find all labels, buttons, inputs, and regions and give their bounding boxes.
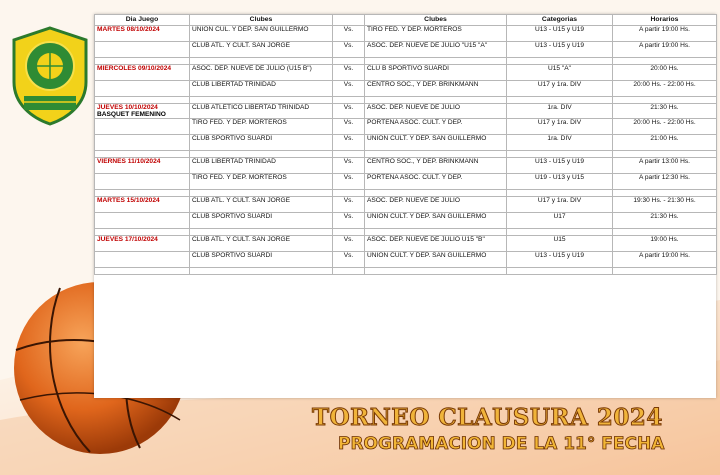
schedule-sheet — [94, 14, 716, 398]
vs-label: Vs. — [333, 42, 365, 58]
spacer-cell — [507, 229, 613, 236]
spacer-cell — [333, 229, 365, 236]
tournament-title: TORNEO CLAUSURA 2024 — [312, 404, 663, 431]
spacer-row — [95, 97, 717, 104]
spacer-cell — [613, 268, 717, 275]
home-club: TIRO FED. Y DEP. MORTEROS — [190, 174, 333, 190]
day-cell — [95, 65, 190, 81]
day-cell — [95, 26, 190, 42]
spacer-cell — [365, 58, 507, 65]
category: U17 y 1ra. DIV — [507, 119, 613, 135]
home-club: CLUB LIBERTAD TRINIDAD — [190, 158, 333, 174]
spacer-row — [95, 229, 717, 236]
spacer-cell — [190, 58, 333, 65]
spacer-cell — [365, 229, 507, 236]
away-club: CLU B SPORTIVO SUARDI — [365, 65, 507, 81]
category: U17 — [507, 213, 613, 229]
spacer-cell — [613, 190, 717, 197]
spacer-cell — [333, 97, 365, 104]
table-row — [95, 26, 717, 42]
day-cell — [95, 158, 190, 174]
schedule-table — [94, 14, 717, 275]
away-club: ASOC. DEP. NUEVE DE JULIO U15 "B" — [365, 236, 507, 252]
date-label: MIERCOLES 09/10/2024 — [97, 65, 172, 72]
table-row — [95, 174, 717, 190]
spacer-cell — [333, 268, 365, 275]
spacer-cell — [333, 58, 365, 65]
vs-label: Vs. — [333, 213, 365, 229]
away-club: TIRO FED. Y DEP. MORTEROS — [365, 26, 507, 42]
category: U17 y 1ra. DIV — [507, 197, 613, 213]
away-club: UNION CULT. Y DEP. SAN GUILLERMO — [365, 213, 507, 229]
vs-label: Vs. — [333, 135, 365, 151]
spacer-row — [95, 190, 717, 197]
day-cell — [95, 119, 190, 135]
table-row — [95, 158, 717, 174]
association-logo — [10, 26, 90, 126]
spacer-cell — [507, 58, 613, 65]
home-club: CLUB ATL. Y CULT. SAN JORGE — [190, 42, 333, 58]
time: 21:30 Hs. — [613, 104, 717, 119]
header-categorias: Categorias — [507, 15, 613, 26]
spacer-cell — [365, 151, 507, 158]
category: U13 - U15 y U19 — [507, 26, 613, 42]
spacer-cell — [365, 97, 507, 104]
table-row — [95, 42, 717, 58]
category: U19 - U13 y U15 — [507, 174, 613, 190]
table-row — [95, 104, 717, 119]
spacer-cell — [190, 229, 333, 236]
spacer-cell — [507, 151, 613, 158]
time: 20:00 Hs. — [613, 65, 717, 81]
spacer-cell — [190, 268, 333, 275]
home-club: CLUB LIBERTAD TRINIDAD — [190, 81, 333, 97]
header-vs — [333, 15, 365, 26]
day-cell — [95, 197, 190, 213]
category: U15 "A" — [507, 65, 613, 81]
vs-label: Vs. — [333, 197, 365, 213]
day-cell — [95, 42, 190, 58]
time: A partir 13:00 Hs. — [613, 158, 717, 174]
home-club: UNION CUL. Y DEP. SAN GUILLERMO — [190, 26, 333, 42]
vs-label: Vs. — [333, 26, 365, 42]
category: U17 y 1ra. DIV — [507, 81, 613, 97]
table-row — [95, 252, 717, 268]
date-label: MARTES 08/10/2024 — [97, 26, 160, 33]
table-row — [95, 65, 717, 81]
home-club: ASOC. DEP. NUEVE DE JULIO (U15 B") — [190, 65, 333, 81]
spacer-cell — [95, 268, 190, 275]
spacer-cell — [95, 229, 190, 236]
spacer-cell — [95, 151, 190, 158]
vs-label: Vs. — [333, 65, 365, 81]
table-row — [95, 197, 717, 213]
spacer-cell — [95, 190, 190, 197]
spacer-cell — [333, 151, 365, 158]
vs-label: Vs. — [333, 119, 365, 135]
away-club: ASOC. DEP. NUEVE DE JULIO — [365, 197, 507, 213]
spacer-cell — [507, 268, 613, 275]
category: 1ra. DIV — [507, 104, 613, 119]
away-club: CENTRO SOC., Y DEP. BRINKMANN — [365, 158, 507, 174]
spacer-cell — [190, 190, 333, 197]
spacer-row — [95, 268, 717, 275]
time: 21:30 Hs. — [613, 213, 717, 229]
spacer-cell — [95, 58, 190, 65]
vs-label: Vs. — [333, 104, 365, 119]
away-club: ASOC. DEP. NUEVE DE JULIO — [365, 104, 507, 119]
table-row — [95, 119, 717, 135]
vs-label: Vs. — [333, 158, 365, 174]
date-label: JUEVES 17/10/2024 — [97, 236, 158, 244]
home-club: CLUB SPORTIVO SUARDI — [190, 213, 333, 229]
day-cell — [95, 252, 190, 268]
home-club: TIRO FED. Y DEP. MORTEROS — [190, 119, 333, 135]
schedule-body — [95, 26, 717, 275]
table-row — [95, 135, 717, 151]
day-cell — [95, 81, 190, 97]
time: 21:00 Hs. — [613, 135, 717, 151]
date-label: VIERNES 11/10/2024 — [97, 158, 161, 166]
day-cell — [95, 135, 190, 151]
home-club: CLUB ATLETICO LIBERTAD TRINIDAD — [190, 104, 333, 119]
home-club: CLUB SPORTIVO SUARDI — [190, 135, 333, 151]
spacer-cell — [365, 190, 507, 197]
spacer-cell — [613, 58, 717, 65]
vs-label: Vs. — [333, 252, 365, 268]
header-clubes-away: Clubes — [365, 15, 507, 26]
header-clubes-home: Clubes — [190, 15, 333, 26]
spacer-cell — [190, 151, 333, 158]
away-club: CENTRO SOC., Y DEP. BRINKMANN — [365, 81, 507, 97]
category: U13 - U15 y U19 — [507, 252, 613, 268]
date-label: MARTES 15/10/2024 — [97, 197, 160, 205]
spacer-cell — [613, 151, 717, 158]
category: U13 - U15 y U19 — [507, 42, 613, 58]
time: 20:00 Hs. - 22:00 Hs. — [613, 81, 717, 97]
day-cell — [95, 236, 190, 252]
header-horarios: Horarios — [613, 15, 717, 26]
category: U13 - U15 y U19 — [507, 158, 613, 174]
spacer-cell — [190, 97, 333, 104]
spacer-row — [95, 151, 717, 158]
home-club: CLUB ATL. Y CULT. SAN JORGE — [190, 236, 333, 252]
category-label: BASQUET FEMENINO — [97, 111, 166, 119]
time: 19:30 Hs. - 21:30 Hs. — [613, 197, 717, 213]
away-club: PORTEÑA ASOC. CULT. Y DEP. — [365, 174, 507, 190]
time: 20:00 Hs. - 22:00 Hs. — [613, 119, 717, 135]
spacer-cell — [613, 229, 717, 236]
away-club: UNION CULT. Y DEP. SAN GUILLERMO — [365, 135, 507, 151]
round-subtitle: PROGRAMACION DE LA 11° FECHA — [338, 434, 665, 454]
spacer-cell — [95, 97, 190, 104]
table-row — [95, 81, 717, 97]
category: U15 — [507, 236, 613, 252]
spacer-cell — [507, 190, 613, 197]
category: 1ra. DIV — [507, 135, 613, 151]
away-club: ASOC. DEP. NUEVE DE JULIO "U15 "A" — [365, 42, 507, 58]
vs-label: Vs. — [333, 174, 365, 190]
spacer-cell — [365, 268, 507, 275]
date-label: JUEVES 10/10/2024 — [97, 104, 158, 111]
day-cell — [95, 104, 190, 119]
away-club: UNION CULT. Y DEP. SAN GUILLERMO — [365, 252, 507, 268]
home-club: CLUB ATL. Y CULT. SAN JORGE — [190, 197, 333, 213]
spacer-cell — [333, 190, 365, 197]
vs-label: Vs. — [333, 81, 365, 97]
day-cell — [95, 213, 190, 229]
header-dia: Dia Juego — [95, 15, 190, 26]
table-row — [95, 236, 717, 252]
away-club: PORTEÑA ASOC. CULT. Y DEP. — [365, 119, 507, 135]
time: A partir 19:00 Hs. — [613, 42, 717, 58]
spacer-cell — [507, 97, 613, 104]
home-club: CLUB SPORTIVO SUARDI — [190, 252, 333, 268]
time: 19:00 Hs. — [613, 236, 717, 252]
header-row — [95, 15, 717, 26]
day-cell — [95, 174, 190, 190]
spacer-cell — [613, 97, 717, 104]
time: A partir 19:00 Hs. — [613, 252, 717, 268]
time: A partir 12:30 Hs. — [613, 174, 717, 190]
table-row — [95, 213, 717, 229]
vs-label: Vs. — [333, 236, 365, 252]
time: A partir 19:00 Hs. — [613, 26, 717, 42]
spacer-row — [95, 58, 717, 65]
